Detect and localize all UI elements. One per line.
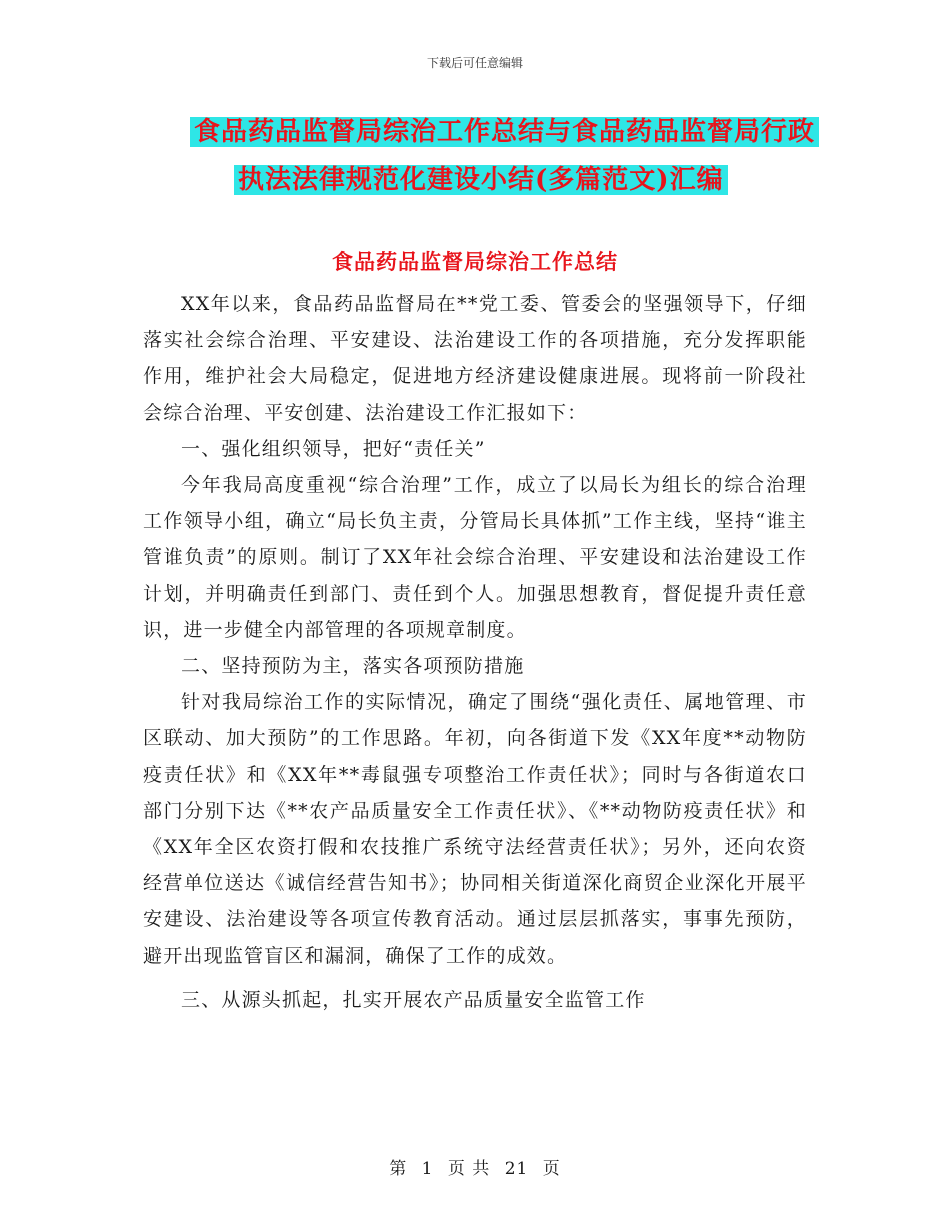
paragraph-body-1: 今年我局高度重视“综合治理”工作，成立了以局长为组长的综合治理工作领导小组，确立“局长负主责，分管局长具体抓”工作主线，坚持“谁主管谁负责”的原则。制订了XX年社会综合治理、平安建设和法治建设工作计划，并明确责任到部门、责任到个人。加强思想教育，督促提升责任意识，进一步健全内部管理的各项规章制度。: [143, 474, 807, 641]
page-header-note: 下载后可任意编辑: [426, 56, 523, 70]
footer-total-pages: 21: [504, 1159, 529, 1179]
paragraph-heading-3: 三、从源头抓起，扎实开展农产品质量安全监管工作: [181, 988, 646, 1011]
document-title-line-2: 执法法律规范化建设小结(多篇范文)汇编: [234, 156, 830, 204]
paragraph-heading-1: 一、强化组织领导，把好“责任关”: [181, 437, 486, 460]
footer-mid: 页 共: [447, 1159, 491, 1179]
footer-current-page: 1: [421, 1159, 434, 1179]
document-title-line-1: 食品药品监督局综治工作总结与食品药品监督局行政: [190, 108, 830, 156]
paragraph-body-2: 针对我局综治工作的实际情况，确定了围绕“强化责任、属地管理、市区联动、加大预防”的工作思路。年初，向各街道下发《XX年度**动物防疫责任状》和《XX年**毒鼠强专项整治工作责任状》；同时与各街道农口部门分别下达《**农产品质量安全工作责任状》、《**动物防疫责任状》和《XX年全区农资打假和农技推广系统守法经营责任状》；另外，还向农资经营单位送达《诚信经营告知书》；协同相关街道深化商贸企业深化开展平安建设、法治建设等各项宣传教育活动。通过层层抓落实，事事先预防，避开出现监管盲区和漏洞，确保了工作的成效。: [143, 691, 807, 967]
page-number-footer: [0, 1154, 950, 1179]
footer-suffix: 页: [542, 1159, 561, 1179]
document-title: [190, 108, 830, 204]
document-body: [143, 286, 807, 1018]
paragraph-heading-2: 二、坚持预防为主，落实各项预防措施: [181, 655, 525, 678]
paragraph-intro: XX年以来，食品药品监督局在**党工委、管委会的坚强领导下，仔细落实社会综合治理、平安建设、法治建设工作的各项措施，充分发挥职能作用，维护社会大局稳定，促进地方经济建设健康进展。现将前一阶段社会综合治理、平安创建、法治建设工作汇报如下：: [143, 293, 807, 424]
footer-prefix: 第: [389, 1159, 408, 1179]
section-heading: 食品药品监督局综治工作总结: [332, 249, 618, 274]
